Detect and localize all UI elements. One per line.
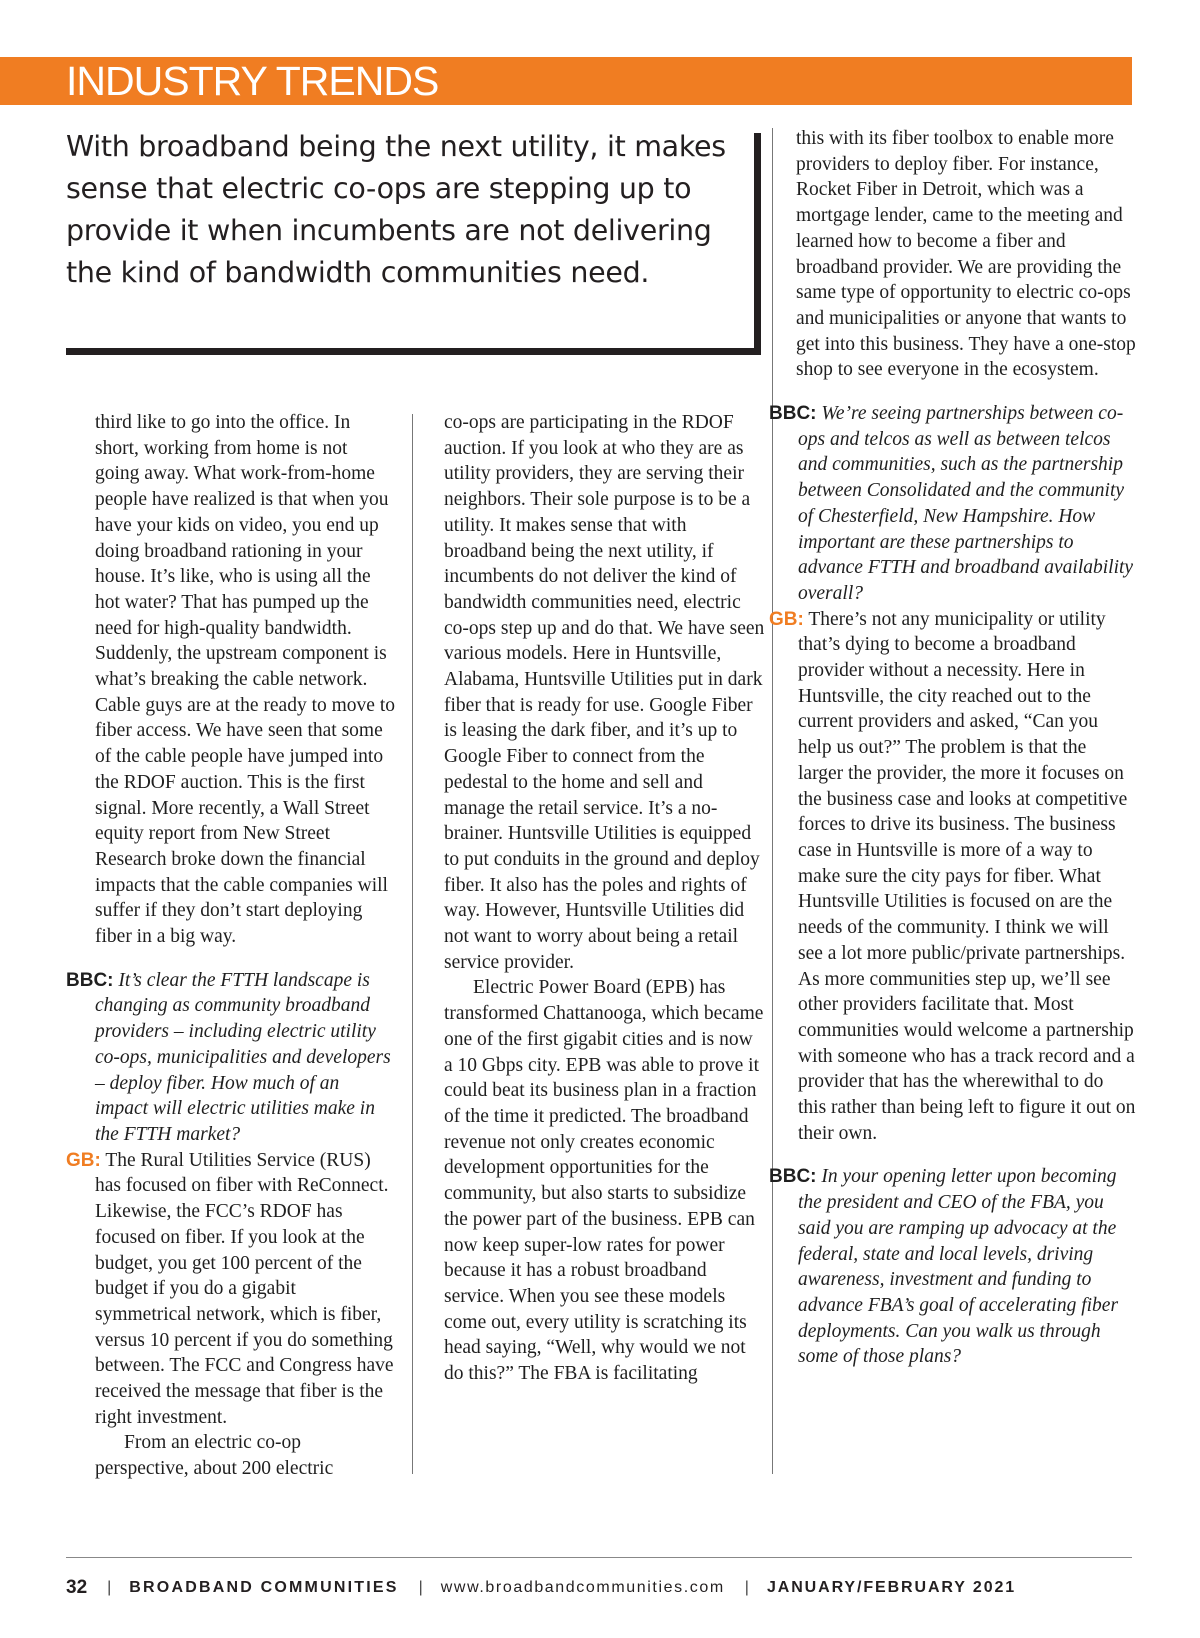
speaker-label-bbc: BBC:	[769, 403, 817, 425]
article-column-3	[769, 126, 1136, 1370]
body-paragraph: Electric Power Board (EPB) has transformed Chattanooga, which became one of the first gigabit cities and is now a 10 Gbps city. EPB was able to prove it could beat its business plan in a fraction of the time it predicted. The broadband revenue not only creates economic development opportunities for the community, but also starts to subsidize the power part of the business. EPB can now keep super-low rates for power because it has a robust broadband service. When you see these models come out, every utility is scratching its head saying, “Well, why would we not do this?” The FBA is facilitating	[444, 977, 764, 1385]
page-number: 32	[66, 1577, 88, 1598]
magazine-name: BROADBAND COMMUNITIES	[129, 1579, 399, 1596]
section-banner	[0, 57, 1132, 105]
article-column-2	[444, 410, 766, 1387]
question-text: It’s clear the FTTH landscape is changing as community broadband providers – including electric utility co-ops, municipalities and developers – deploy fiber. How much of an impact will electric utilities make in the FTTH market?	[95, 969, 391, 1145]
footer-separator: |	[418, 1579, 423, 1596]
interview-answer	[66, 1148, 396, 1431]
answer-text: The Rural Utilities Service (RUS) has focused on fiber with ReConnect. Likewise, the FCC’s RDOF has focused on fiber. If you look at the budget, you get 100 percent of the budget if you do a gigabit symmetrical network, which is fiber, versus 10 percent if you do something between. The FCC and Congress have received the message that fiber is the right investment.	[95, 1149, 394, 1428]
interview-question	[769, 401, 1136, 607]
interview-answer	[769, 607, 1136, 1147]
body-paragraph: third like to go into the office. In short, working from home is not going away. What work-from-home people have realized is that when you have your kids on video, you end up doing broadband rationing in your house. It’s like, who is using all the hot water? That has pumped up the need for high-quality bandwidth. Suddenly, the upstream component is what’s breaking the cable network. Cable guys are at the ready to move to fiber access. We have seen that some of the cable people have jumped into the RDOF auction. This is the first signal. More recently, a Wall Street equity report from New Street Research broke down the financial impacts that the cable companies will suffer if they don’t start deploying fiber in a big way.	[95, 412, 395, 948]
section-title: INDUSTRY TRENDS	[66, 58, 439, 104]
question-text: We’re seeing partnerships between co-ops and telcos as well as between telcos and communities, such as the partnership between Consolidated and the community of Chesterfield, New Hampshire. How important are these partnerships to advance FTTH and broadband availability overall?	[798, 403, 1134, 604]
footer-separator: |	[744, 1579, 749, 1596]
speaker-label-gb: GB:	[769, 608, 804, 630]
body-paragraph: this with its fiber toolbox to enable more providers to deploy fiber. For instance, Rocket Fiber in Detroit, which was a mortgage lender, came to the meeting and learned how to become a fiber and broadband provider. We are providing the same type of opportunity to electric co-ops and municipalities or anyone that wants to get into this business. They have a one-stop shop to see everyone in the ecosystem.	[796, 128, 1136, 381]
speaker-label-bbc: BBC:	[66, 969, 114, 991]
body-paragraph: From an electric co-op perspective, about 200 electric	[95, 1432, 334, 1480]
interview-question	[769, 1164, 1136, 1370]
pull-quote: With broadband being the next utility, it makes sense that electric co-ops are stepping up to provide it when incumbents are not delivering the kind of bandwidth communities need.	[66, 130, 726, 289]
question-text: In your opening letter upon becoming the president and CEO of the FBA, you said you are ramping up advocacy at the federal, state and local levels, driving awareness, investment and funding to advance FBA’s goal of accelerating fiber deployments. Can you walk us through some of those plans?	[798, 1166, 1119, 1368]
article-column-1	[66, 410, 396, 1482]
answer-text: There’s not any municipality or utility that’s dying to become a broadband provider without a necessity. Here in Huntsville, the city reached out to the current providers and asked, “Can you help us out?” The problem is that the larger the provider, the more it focuses on the business case and looks at competitive forces to drive its business. The business case in Huntsville is more of a way to make sure the city pays for fiber. What Huntsville Utilities is focused on are the needs of the community. I think we will see a lot more public/private partnerships. As more communities step up, we’ll see other providers facilitate that. Most communities would welcome a partnership with someone who has a track record and a provider that has the wherewithal to do this rather than being left to figure it out on their own.	[798, 608, 1136, 1144]
pull-quote-rule-vertical	[754, 133, 761, 355]
footer-separator: |	[107, 1579, 112, 1596]
speaker-label-gb: GB:	[66, 1149, 101, 1171]
page-footer	[66, 1572, 1132, 1604]
body-paragraph: co-ops are participating in the RDOF auction. If you look at who they are as utility providers, they are serving their neighbors. Their sole purpose is to be a utility. It makes sense that with broadband being the next utility, if incumbents do not deliver the kind of bandwidth communities need, electric co-ops step up and do that. We have seen various models. Here in Huntsville, Alabama, Huntsville Utilities put in dark fiber that is ready for use. Google Fiber is leasing the dark fiber, and it’s up to Google Fiber to connect from the pedestal to the home and sell and manage the retail service. It’s a no-brainer. Huntsville Utilities is equipped to put conduits in the ground and deploy fiber. It also has the poles and rights of way. However, Huntsville Utilities did not want to worry about being a retail service provider.	[444, 412, 765, 973]
interview-question	[66, 968, 396, 1148]
speaker-label-bbc: BBC:	[769, 1166, 817, 1188]
column-divider	[412, 414, 413, 1474]
website-url: www.broadbandcommunities.com	[440, 1579, 725, 1596]
pull-quote-rule-horizontal	[66, 348, 761, 355]
footer-rule	[66, 1557, 1132, 1558]
issue-date: JANUARY/FEBRUARY 2021	[766, 1579, 1017, 1596]
